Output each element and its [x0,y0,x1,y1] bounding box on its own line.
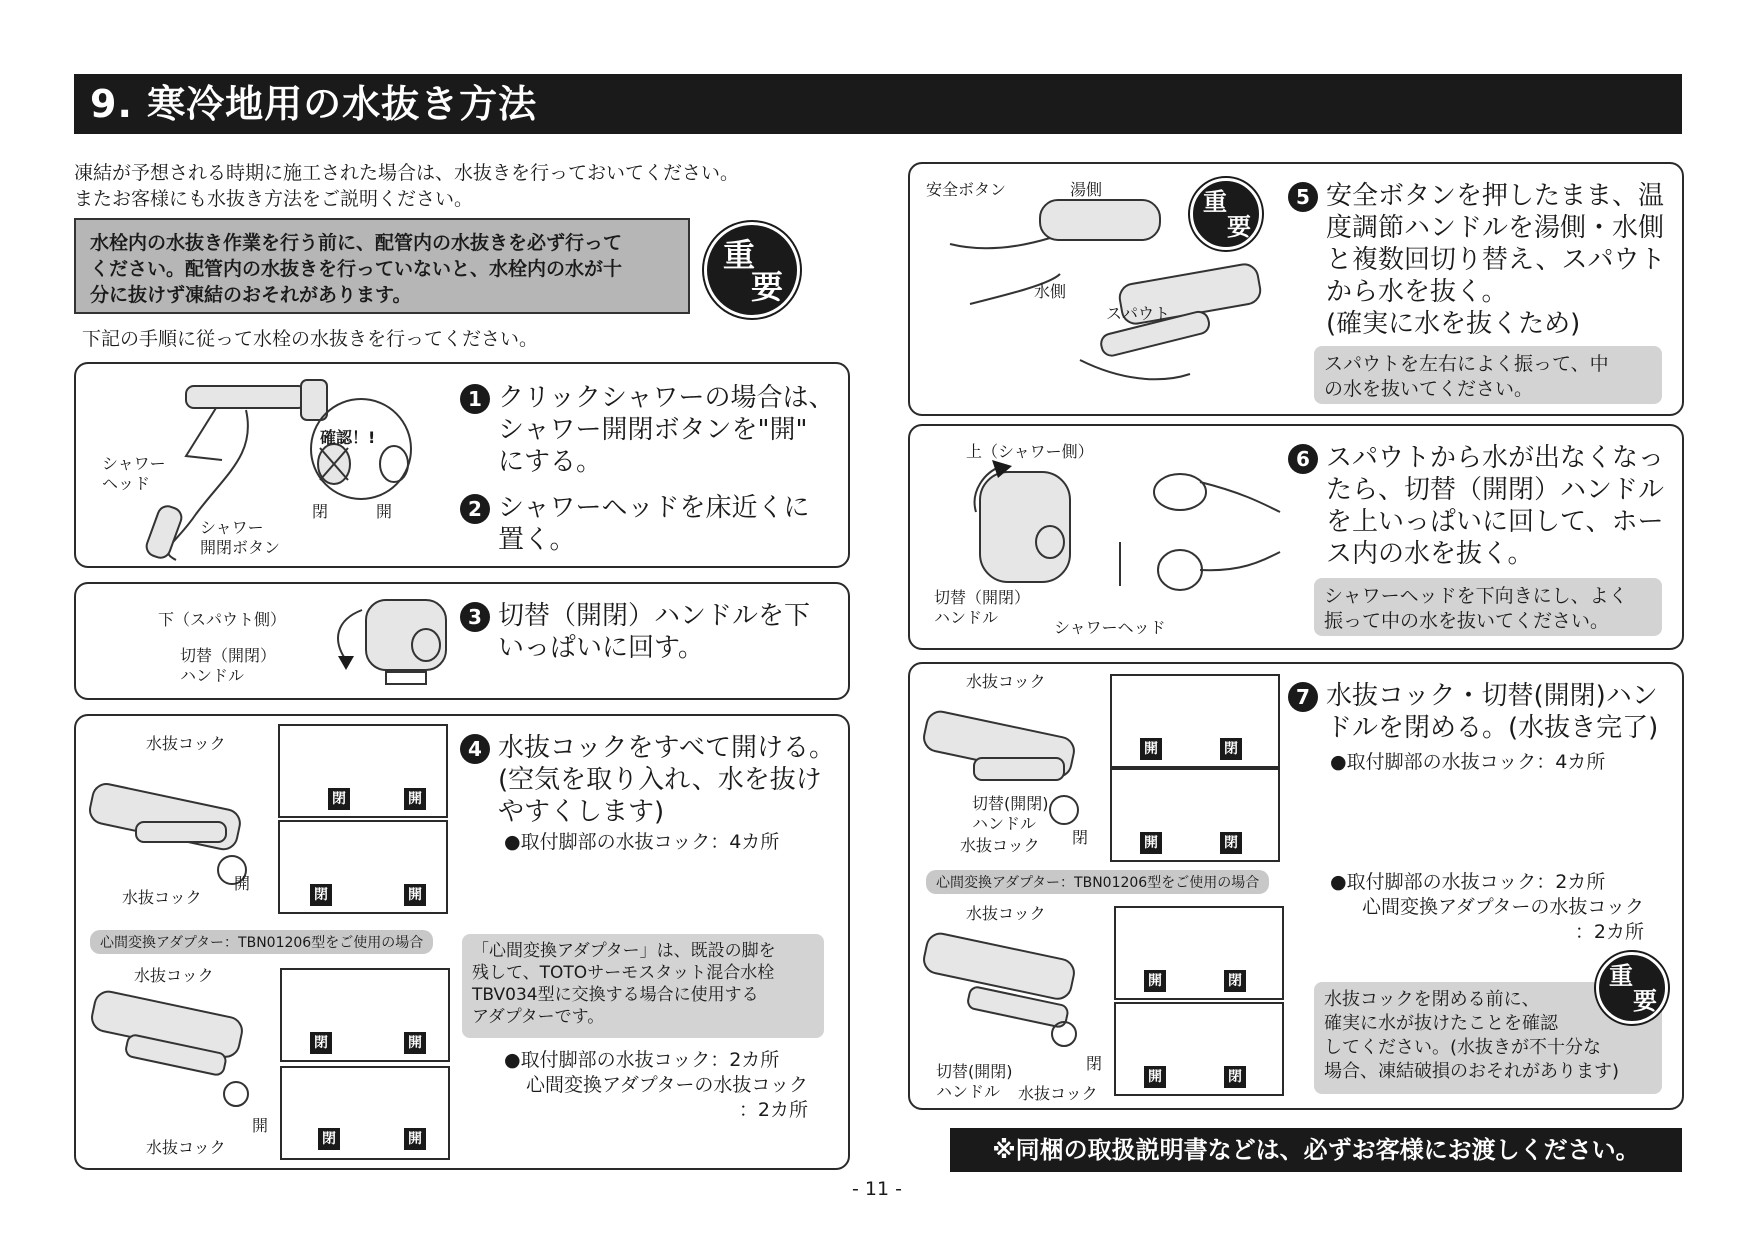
bullet-line: ●取付脚部の水抜コック：4カ所 [1330,751,1606,773]
drain-cock-label: 水抜コック [1018,1084,1098,1103]
panel-step-6 [908,424,1684,650]
important-badge [1190,178,1262,250]
close-mark: 閉 [1220,738,1242,760]
label-line: ハンドル [972,814,1037,833]
note-line: 残して、TOTOサーモスタット混合水栓 [472,963,775,983]
inset-cock-2 [278,820,448,914]
panel-step-4 [74,714,850,1170]
inset-cock-4 [280,1066,450,1160]
open-mark: 開 [1140,738,1162,760]
inset-cock-1 [278,724,448,818]
switch-handle-label [934,588,1030,628]
page-title: 9. 寒冷地用の水抜き方法 [90,82,538,126]
step-line: やすくします) [498,797,665,827]
step-5 [1288,180,1666,340]
close-mark: 閉 [318,1128,340,1150]
step-line: スパウトから水が出なくなっ [1326,443,1665,473]
panel-step-5 [908,162,1684,416]
panel-step-3 [74,582,850,700]
step-line: 安全ボタンを押したまま、温 [1326,181,1665,211]
step-6-note [1314,578,1662,636]
spout-label: スパウト [1106,304,1171,323]
note-line: 振って中の水を抜いてください。 [1324,610,1610,632]
label-line: 切替(開閉) [972,794,1049,813]
intro-line: またお客様にも水抜き方法をご説明ください。 [74,188,474,210]
inset-cock-6 [1110,768,1280,862]
adapter-note [462,934,824,1038]
label-line: ハンドル [934,608,999,627]
adapter-drain-illustration [86,974,276,1124]
drain-cock-label: 水抜コック [966,904,1046,923]
drain-cock-label: 水抜コック [960,836,1040,855]
step-number: 5 [1288,182,1318,212]
open-mark: 開 [404,1128,426,1150]
bullet-line: 心間変換アダプターの水抜コック [1362,896,1644,918]
bullet-line: ●取付脚部の水抜コック：2カ所 [504,1049,780,1071]
step-3 [460,600,810,664]
bullet-7a [1330,750,1605,775]
open-label: 開 [376,502,393,521]
step-2 [460,492,809,556]
shower-button-label [200,518,280,558]
label-line: ハンドル [180,666,245,685]
footer-notice: ※同梱の取扱説明書などは、必ずお客様にお渡しください。 [950,1128,1682,1172]
step-line: と複数回切り替え、スパウト [1326,245,1666,275]
note-line: TBV034型に交換する場合に使用する [472,985,759,1005]
step-line: 度調節ハンドルを湯側・水側 [1326,213,1665,243]
warning-line: 分に抜けず凍結のおそれがあります。 [90,284,412,306]
title-bar [74,74,1682,134]
bullet-line: ●取付脚部の水抜コック：4カ所 [504,831,780,853]
open-mark: 開 [404,1032,426,1054]
note-line: シャワーヘッドを下向きにし、よく [1324,585,1628,607]
safety-button-label: 安全ボタン [926,180,1007,199]
open-mark: 開 [404,788,426,810]
label-line: ヘッド [102,474,151,493]
label-line: シャワー [102,454,166,473]
open-mark: 開 [1144,1066,1166,1088]
inset-cock-7 [1114,906,1284,1000]
procedure-intro: 下記の手順に従って水栓の水抜きを行ってください。 [82,328,539,350]
label-line: 開閉ボタン [200,538,281,557]
close-mark: 閉 [310,1032,332,1054]
open-mark: 開 [1140,832,1162,854]
inset-cock-8 [1114,1002,1284,1096]
important-char: 要 [1633,987,1657,1015]
hot-side-label: 湯側 [1070,180,1103,199]
up-shower-label: 上（シャワー側） [966,442,1094,461]
close-mark: 閉 [1224,1066,1246,1088]
step-line: シャワーヘッドを床近くに [498,493,810,523]
step-number: 4 [460,734,490,764]
close-mark: 閉 [1220,832,1242,854]
open-mark: 開 [1144,970,1166,992]
step-line: ドルを閉める。(水抜き完了) [1326,713,1659,743]
warning-line: 水栓内の水抜き作業を行う前に、配管内の水抜きを必ず行って [90,232,623,254]
note-line: 「心間変換アダプター」は、既設の脚を [472,941,776,961]
step-line: ス内の水を抜く。 [1326,539,1534,569]
panel-steps-1-2 [74,362,850,568]
step-number: 7 [1288,682,1318,712]
switch-handle-label [972,794,1049,834]
step-line: シャワー開閉ボタンを"開" [498,415,808,445]
important-char: 重 [1609,962,1633,990]
intro-text [74,160,739,212]
switch-handle-label [180,646,276,686]
adapter-close-illustration [918,916,1098,1066]
drain-cock-label: 水抜コック [122,888,202,907]
step-7 [1288,680,1658,744]
step-line: 水抜コック・切替(開閉)ハン [1326,681,1658,711]
note-line: 水抜コックを閉める前に、 [1324,989,1540,1010]
step-4 [460,732,835,828]
bullet-7b [1330,870,1644,945]
close-label: 閉 [312,502,329,521]
shower-head-label [102,454,166,494]
drain-cock-label: 水抜コック [134,966,214,985]
step-line: にする。 [498,447,603,477]
drain-cock-label: 水抜コック [966,672,1046,691]
open-label: 開 [252,1116,269,1135]
drain-cock-label: 水抜コック [146,1138,226,1157]
step-line: クリックシャワーの場合は、 [498,383,835,413]
important-badge [1596,952,1668,1024]
cold-side-label: 水側 [1034,282,1067,301]
open-mark: 開 [404,884,426,906]
step-number: 1 [460,384,490,414]
bullet-line: ：2カ所 [1574,921,1644,943]
step-line: 切替（開閉）ハンドルを下 [498,601,811,631]
close-mark: 閉 [310,884,332,906]
note-line: の水を抜いてください。 [1324,378,1534,400]
important-char: 要 [1227,213,1251,241]
important-char: 重 [723,236,756,274]
bullet-line: ●取付脚部の水抜コック：2カ所 [1330,871,1606,893]
bullet-line: ：2カ所 [738,1099,808,1121]
step-line: いっぱいに回す。 [498,633,704,663]
label-line: 切替（開閉） [180,646,277,665]
drain-cock-label: 水抜コック [146,734,226,753]
step-number: 6 [1288,444,1318,474]
adapter-tag: 心間変換アダプター：TBN01206型をご使用の場合 [926,870,1269,894]
inset-cock-5 [1110,674,1280,768]
switch-handle-label [936,1062,1013,1102]
label-line: シャワー [200,518,264,537]
step-line: たら、切替（開閉）ハンドル [1326,475,1665,505]
step-line: (確実に水を抜くため) [1326,309,1581,339]
important-badge [704,222,800,318]
label-line: 切替（開閉） [934,588,1031,607]
step-line: (空気を取り入れ、水を抜け [498,765,822,795]
step-number: 2 [460,494,490,524]
note-line: 確実に水が抜けたことを確認 [1324,1013,1558,1034]
close-mark: 閉 [328,788,350,810]
close-mark: 閉 [1224,970,1246,992]
note-line: スパウトを左右によく振って、中 [1324,353,1609,375]
step-1 [460,382,834,478]
open-label: 開 [234,874,251,893]
close-label: 閉 [1072,828,1089,847]
bullet-line: 心間変換アダプターの水抜コック [526,1074,808,1096]
bullet-4b [504,1048,808,1123]
note-line: してください。(水抜きが不十分な [1324,1037,1602,1058]
shower-head-label: シャワーヘッド [1054,618,1166,637]
intro-line: 凍結が予想される時期に施工された場合は、水抜きを行っておいてください。 [74,162,740,184]
down-spout-label: 下（スパウト側） [158,610,287,629]
note-line: 場合、凍結破損のおそれがあります) [1324,1061,1620,1082]
step-line: から水を抜く。 [1326,277,1508,307]
label-line: 切替(開閉) [936,1062,1013,1081]
step-line: 水抜コックをすべて開ける。 [498,733,835,763]
step-6 [1288,442,1664,570]
close-label: 閉 [1086,1054,1103,1073]
bullet-4a [504,830,779,855]
page-number: - 11 - [852,1178,902,1200]
important-char: 要 [751,268,784,306]
step-number: 3 [460,602,490,632]
warning-line: ください。配管内の水抜きを行っていないと、水栓内の水が十 [90,258,623,280]
handle-down-illustration [276,590,476,690]
step-line: を上いっぱいに回して、ホー [1326,507,1664,537]
warning-box [74,218,690,314]
important-char: 重 [1203,188,1227,216]
confirm-label: 確認！! [320,428,376,447]
adapter-tag: 心間変換アダプター：TBN01206型をご使用の場合 [90,930,433,954]
step-line: 置く。 [498,525,576,555]
label-line: ハンドル [936,1082,1001,1101]
note-line: アダプターです。 [472,1007,605,1027]
inset-cock-3 [280,968,450,1062]
panel-step-7 [908,662,1684,1110]
step-5-note [1314,346,1662,404]
